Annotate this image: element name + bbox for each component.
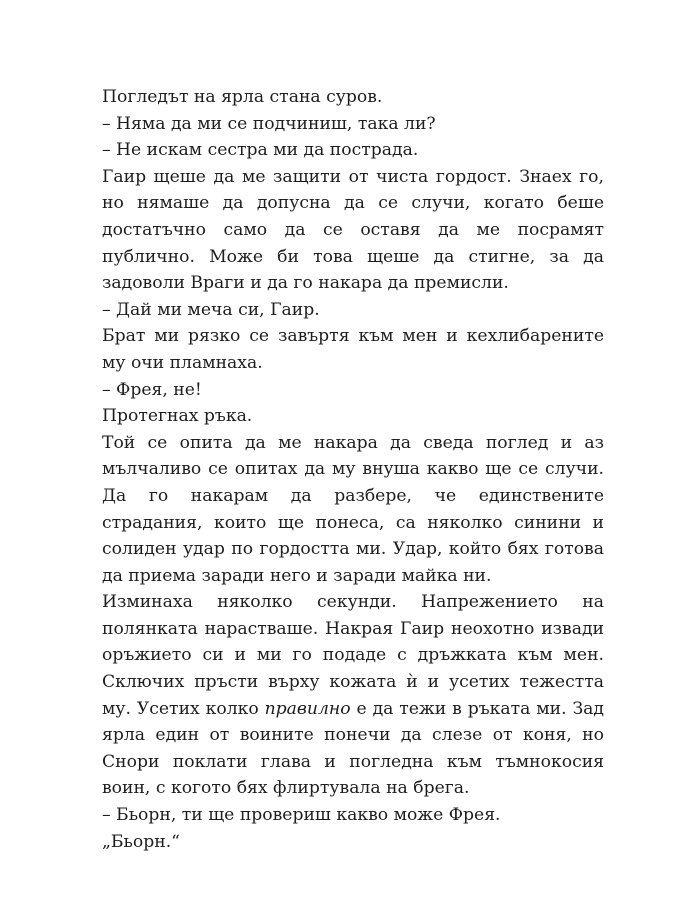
paragraph-10-text-before: Изминаха няколко секунди. Напрежението на полянката нарастваше. Накрая Гаир неохотно извади оръжието си и ми го подаде с дръжката към мен. Сключих пръсти върху кожата ѝ и усетих тежестта му. Усетих колко (102, 592, 604, 719)
paragraph-10-italic-word: правилно (264, 698, 351, 719)
paragraph-12: „Бьорн.“ (102, 831, 180, 852)
paragraph-3-dialogue: – Не искам сестра ми да пострада. (102, 140, 419, 161)
paragraph-9: Той се опита да ме накара да сведа поглед и аз мълчаливо се опитах да му внуша какво ще се случи. Да го накарам да разбере, че единствените страдания, които ще понеса, са няколко синини и солиден удар по гордостта ми. Удар, който бях готова да приема заради него и заради майка ни. (102, 432, 604, 586)
paragraph-6: Брат ми рязко се завъртя към мен и кехлибарените му очи пламнаха. (102, 326, 604, 373)
paragraph-4: Гаир щеше да ме защити от чиста гордост. Знаех го, но нямаше да допусна да се случи, когато беше достатъчно само да се оставя да ме посрамят публично. Може би това щеше да стигне, за да задоволи Враги и да го накара да премисли. (102, 166, 604, 294)
paragraph-5-dialogue: – Дай ми меча си, Гаир. (102, 299, 320, 320)
paragraph-10-text-after: е да тежи в ръката ми. Зад ярла един от воините понечи да слезе от коня, но Снори поклати глава и погледна към тъмнокосия воин, с когото бях флиртувала на брега. (102, 698, 604, 799)
paragraph-10 (102, 589, 604, 802)
paragraph-7-dialogue: – Фрея, не! (102, 379, 202, 400)
paragraph-8: Протегнах ръка. (102, 406, 253, 427)
paragraph-1: Погледът на ярла стана суров. (102, 87, 383, 107)
paragraph-2-dialogue: – Няма да ми се подчиниш, така ли? (102, 113, 436, 134)
paragraph-11-dialogue: – Бьорн, ти ще провериш какво може Фрея. (102, 805, 501, 826)
